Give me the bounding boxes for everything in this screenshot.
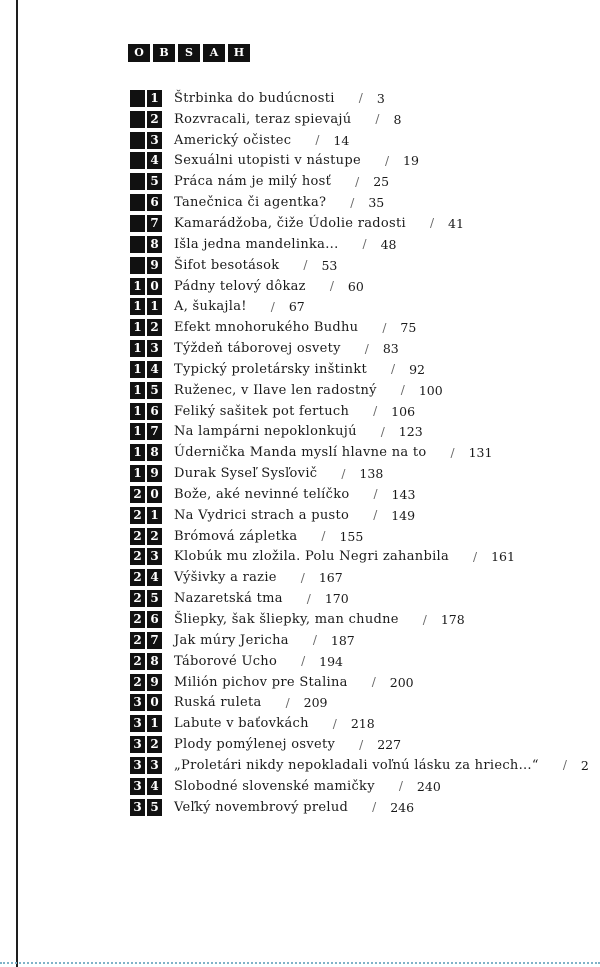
separator: / bbox=[270, 299, 275, 314]
toc-entry bbox=[116, 588, 600, 609]
chapter-number bbox=[116, 590, 162, 607]
separator: / bbox=[358, 91, 363, 106]
chapter-title: Práca nám je milý hosť bbox=[174, 174, 332, 190]
page-number: 106 bbox=[391, 403, 416, 419]
toc-entry bbox=[116, 463, 600, 484]
separator: / bbox=[373, 508, 378, 523]
chapter-number-digit: 1 bbox=[147, 715, 162, 732]
chapter-number bbox=[116, 674, 162, 691]
page-number: 83 bbox=[382, 341, 399, 357]
separator: / bbox=[400, 383, 405, 398]
page-number: 167 bbox=[318, 570, 343, 586]
chapter-number-digit: 2 bbox=[130, 569, 145, 586]
chapter-number-digit: 8 bbox=[147, 444, 162, 461]
page-title bbox=[128, 44, 250, 62]
chapter-number bbox=[116, 340, 162, 357]
separator: / bbox=[422, 612, 427, 627]
separator: / bbox=[380, 424, 385, 439]
chapter-number-digit bbox=[130, 194, 145, 211]
chapter-title: Slobodné slovenské mamičky bbox=[174, 778, 375, 794]
chapter-number-digit: 1 bbox=[130, 403, 145, 420]
page-number: 60 bbox=[347, 278, 364, 294]
page-number: 41 bbox=[448, 215, 464, 231]
separator: / bbox=[382, 320, 387, 335]
chapter-number bbox=[116, 507, 162, 524]
chapter-number-digit: 1 bbox=[147, 507, 162, 524]
separator: / bbox=[359, 737, 364, 752]
chapter-number bbox=[116, 653, 162, 670]
chapter-title: Šifot besotások bbox=[174, 257, 280, 273]
chapter-number-digit: 7 bbox=[147, 215, 162, 232]
page-number: 218 bbox=[350, 716, 375, 732]
chapter-title: Efekt mnohorukého Budhu bbox=[174, 320, 359, 336]
chapter-title: Plody pomýlenej osvety bbox=[174, 737, 336, 753]
chapter-number-digit: 3 bbox=[130, 694, 145, 711]
chapter-number-digit bbox=[130, 152, 145, 169]
chapter-number bbox=[116, 319, 162, 336]
chapter-number-digit: 6 bbox=[147, 403, 162, 420]
page-number: 8 bbox=[393, 111, 402, 127]
toc-entry bbox=[116, 609, 600, 630]
chapter-number-digit: 0 bbox=[147, 278, 162, 295]
separator: / bbox=[300, 570, 305, 585]
toc-entry bbox=[116, 401, 600, 422]
chapter-number-digit: 8 bbox=[147, 653, 162, 670]
chapter-number-digit: 1 bbox=[130, 444, 145, 461]
toc-entry bbox=[116, 171, 600, 192]
separator: / bbox=[384, 153, 389, 168]
page-number: 200 bbox=[389, 674, 414, 690]
page-number: 35 bbox=[368, 195, 385, 211]
chapter-number-digit: 0 bbox=[147, 694, 162, 711]
chapter-number-digit: 5 bbox=[147, 590, 162, 607]
chapter-number-digit: 2 bbox=[130, 486, 145, 503]
chapter-title: Na Vydrici strach a pusto bbox=[174, 507, 350, 523]
title-letter: H bbox=[228, 44, 250, 62]
chapter-number bbox=[116, 715, 162, 732]
page-number: 194 bbox=[319, 653, 344, 669]
toc-entry bbox=[116, 109, 600, 130]
chapter-number-digit: 9 bbox=[147, 674, 162, 691]
chapter-number-digit: 4 bbox=[147, 569, 162, 586]
chapter-number bbox=[116, 694, 162, 711]
chapter-number bbox=[116, 236, 162, 253]
chapter-title: Labute v baťovkách bbox=[174, 716, 309, 732]
chapter-title: Na lampárni nepoklonkujú bbox=[174, 424, 357, 440]
page-number: 246 bbox=[390, 799, 415, 815]
chapter-number-digit: 1 bbox=[130, 319, 145, 336]
chapter-number-digit: 3 bbox=[147, 132, 162, 149]
chapter-number bbox=[116, 757, 162, 774]
chapter-number-digit bbox=[130, 236, 145, 253]
page-number: 131 bbox=[468, 445, 493, 461]
chapter-title: Jak múry Jericha bbox=[174, 632, 289, 648]
chapter-number-digit: 2 bbox=[130, 674, 145, 691]
chapter-number-digit: 1 bbox=[130, 382, 145, 399]
separator: / bbox=[312, 633, 317, 648]
toc-entry bbox=[116, 192, 600, 213]
chapter-number bbox=[116, 444, 162, 461]
chapter-number-digit: 1 bbox=[130, 298, 145, 315]
chapter-number bbox=[116, 90, 162, 107]
chapter-number-digit: 5 bbox=[147, 382, 162, 399]
chapter-title: Milión pichov pre Stalina bbox=[174, 674, 348, 690]
chapter-number bbox=[116, 361, 162, 378]
chapter-title: Táborové Ucho bbox=[174, 653, 278, 669]
chapter-number bbox=[116, 215, 162, 232]
toc-entry bbox=[116, 713, 600, 734]
separator: / bbox=[373, 487, 378, 502]
chapter-number bbox=[116, 486, 162, 503]
chapter-title: Výšivky a razie bbox=[174, 570, 277, 586]
toc-entry bbox=[116, 567, 600, 588]
separator: / bbox=[372, 800, 377, 815]
chapter-number-digit: 3 bbox=[130, 736, 145, 753]
page-number: 100 bbox=[418, 382, 443, 398]
separator: / bbox=[315, 133, 320, 148]
page-bottom-border bbox=[0, 962, 600, 964]
toc-entry bbox=[116, 734, 600, 755]
chapter-number bbox=[116, 569, 162, 586]
chapter-number-digit: 4 bbox=[147, 778, 162, 795]
page-number: 155 bbox=[339, 528, 364, 544]
chapter-number-digit: 1 bbox=[130, 465, 145, 482]
chapter-number-digit: 6 bbox=[147, 611, 162, 628]
chapter-number-digit: 2 bbox=[147, 319, 162, 336]
toc-entry bbox=[116, 484, 600, 505]
separator: / bbox=[301, 654, 306, 669]
page-edge-rule bbox=[16, 0, 18, 967]
separator: / bbox=[332, 716, 337, 731]
separator: / bbox=[398, 779, 403, 794]
chapter-number bbox=[116, 465, 162, 482]
chapter-title: Veľký novembrový prelud bbox=[174, 799, 349, 815]
chapter-number-digit: 4 bbox=[147, 361, 162, 378]
separator: / bbox=[350, 195, 355, 210]
chapter-number bbox=[116, 278, 162, 295]
page-number: 240 bbox=[416, 778, 441, 794]
chapter-title: Nazaretská tma bbox=[174, 591, 283, 607]
chapter-number-digit bbox=[130, 111, 145, 128]
chapter-number-digit: 1 bbox=[130, 278, 145, 295]
chapter-title: Týždeň táborovej osvety bbox=[174, 341, 341, 357]
chapter-title: „Proletári nikdy nepokladali voľnú lásku za hriech...“ bbox=[174, 757, 539, 773]
chapter-title: Americký očistec bbox=[174, 132, 292, 148]
page-number: 170 bbox=[324, 591, 349, 607]
chapter-title: Bože, aké nevinné telíčko bbox=[174, 486, 350, 502]
chapter-number-digit: 1 bbox=[130, 340, 145, 357]
title-letter: B bbox=[153, 44, 175, 62]
separator: / bbox=[391, 362, 396, 377]
toc-entry bbox=[116, 151, 600, 172]
chapter-title: Feliký sašitek pot fertuch bbox=[174, 403, 350, 419]
chapter-number-digit bbox=[130, 90, 145, 107]
chapter-number-digit: 7 bbox=[147, 423, 162, 440]
separator: / bbox=[375, 112, 380, 127]
chapter-number bbox=[116, 382, 162, 399]
chapter-number-digit: 2 bbox=[130, 653, 145, 670]
chapter-number bbox=[116, 799, 162, 816]
chapter-title: Tanečnica či agentka? bbox=[174, 195, 327, 211]
chapter-number-digit: 3 bbox=[130, 757, 145, 774]
toc-entry bbox=[116, 672, 600, 693]
chapter-number-digit: 7 bbox=[147, 632, 162, 649]
chapter-title: Klobúk mu zložila. Polu Negri zahanbila bbox=[174, 549, 450, 565]
toc-entry bbox=[116, 296, 600, 317]
toc-entry bbox=[116, 234, 600, 255]
separator: / bbox=[364, 341, 369, 356]
separator: / bbox=[429, 216, 435, 231]
chapter-number-digit: 2 bbox=[130, 507, 145, 524]
page-number: 178 bbox=[440, 612, 465, 628]
chapter-number-digit: 2 bbox=[130, 528, 145, 545]
toc-entry bbox=[116, 755, 600, 776]
page-number: 25 bbox=[373, 174, 390, 190]
toc-entry bbox=[116, 651, 600, 672]
separator: / bbox=[306, 591, 311, 606]
page-number: 187 bbox=[330, 632, 355, 648]
chapter-number-digit: 3 bbox=[147, 548, 162, 565]
page-number: 209 bbox=[303, 695, 328, 711]
chapter-number-digit: 1 bbox=[147, 90, 162, 107]
separator: / bbox=[355, 174, 360, 189]
toc-entry bbox=[116, 276, 600, 297]
toc-entry bbox=[116, 255, 600, 276]
toc-entry bbox=[116, 213, 600, 234]
title-letter: A bbox=[203, 44, 225, 62]
chapter-number bbox=[116, 111, 162, 128]
separator: / bbox=[373, 404, 378, 419]
page-number: 75 bbox=[400, 320, 417, 336]
separator: / bbox=[321, 529, 326, 544]
chapter-title: Ruská ruleta bbox=[174, 695, 262, 711]
toc-entry bbox=[116, 547, 600, 568]
separator: / bbox=[450, 445, 455, 460]
toc-entry bbox=[116, 442, 600, 463]
toc-entry bbox=[116, 359, 600, 380]
toc-entry bbox=[116, 630, 600, 651]
page-number: 48 bbox=[380, 236, 397, 252]
chapter-title: A, šukajla! bbox=[174, 299, 247, 315]
chapter-number-digit: 0 bbox=[147, 486, 162, 503]
page-number: 14 bbox=[333, 132, 350, 148]
chapter-number-digit: 2 bbox=[147, 111, 162, 128]
separator: / bbox=[362, 237, 367, 252]
chapter-title: Sexuálni utopisti v nástupe bbox=[174, 153, 361, 169]
chapter-title: Rozvracali, teraz spievajú bbox=[174, 111, 352, 127]
chapter-number-digit: 9 bbox=[147, 465, 162, 482]
separator: / bbox=[303, 258, 308, 273]
page-number: 3 bbox=[376, 90, 385, 106]
chapter-number-digit: 1 bbox=[130, 361, 145, 378]
page-number: 149 bbox=[391, 507, 416, 523]
chapter-title: Durak Syseľ Sysľovič bbox=[174, 466, 318, 482]
chapter-number bbox=[116, 194, 162, 211]
chapter-number-digit: 2 bbox=[147, 528, 162, 545]
table-of-contents bbox=[116, 88, 600, 818]
chapter-title: Štrbinka do budúcnosti bbox=[174, 90, 335, 106]
chapter-number-digit: 4 bbox=[147, 152, 162, 169]
chapter-number-digit: 5 bbox=[147, 173, 162, 190]
toc-entry bbox=[116, 380, 600, 401]
chapter-number-digit: 2 bbox=[130, 548, 145, 565]
chapter-number bbox=[116, 152, 162, 169]
chapter-title: Pádny telový dôkaz bbox=[174, 278, 306, 294]
separator: / bbox=[285, 695, 290, 710]
separator: / bbox=[371, 675, 376, 690]
page-number: 161 bbox=[491, 549, 515, 565]
chapter-number bbox=[116, 632, 162, 649]
title-letter: O bbox=[128, 44, 150, 62]
separator: / bbox=[329, 279, 334, 294]
page-number: 67 bbox=[288, 299, 305, 315]
chapter-number-digit: 6 bbox=[147, 194, 162, 211]
chapter-number-digit: 2 bbox=[130, 590, 145, 607]
toc-entry bbox=[116, 797, 600, 818]
separator: / bbox=[473, 549, 478, 564]
chapter-title: Typický proletársky inštinkt bbox=[174, 361, 368, 377]
chapter-number bbox=[116, 736, 162, 753]
chapter-number-digit: 3 bbox=[130, 778, 145, 795]
chapter-number bbox=[116, 298, 162, 315]
chapter-number bbox=[116, 611, 162, 628]
chapter-number-digit: 1 bbox=[147, 298, 162, 315]
page-number: 227 bbox=[377, 737, 402, 753]
title-letter: S bbox=[178, 44, 200, 62]
chapter-number bbox=[116, 778, 162, 795]
chapter-number bbox=[116, 132, 162, 149]
chapter-number-digit bbox=[130, 215, 145, 232]
chapter-number-digit: 3 bbox=[147, 757, 162, 774]
toc-entry bbox=[116, 505, 600, 526]
page-number: 138 bbox=[359, 466, 384, 482]
chapter-number bbox=[116, 423, 162, 440]
chapter-title: Ruženec, v Ilave len radostný bbox=[174, 382, 377, 398]
chapter-number-digit bbox=[130, 132, 145, 149]
chapter-number-digit: 2 bbox=[147, 736, 162, 753]
chapter-number-digit: 2 bbox=[130, 632, 145, 649]
chapter-number-digit: 3 bbox=[147, 340, 162, 357]
chapter-number-digit: 3 bbox=[130, 799, 145, 816]
toc-entry bbox=[116, 88, 600, 109]
chapter-title: Údernička Manda myslí hlavne na to bbox=[174, 445, 427, 461]
toc-entry bbox=[116, 692, 600, 713]
chapter-title: Šliepky, šak šliepky, man chudne bbox=[174, 612, 399, 628]
chapter-number-digit: 3 bbox=[130, 715, 145, 732]
page-number: 123 bbox=[398, 424, 423, 440]
page-number: 2 bbox=[580, 757, 589, 773]
page-number: 92 bbox=[409, 361, 425, 377]
toc-entry bbox=[116, 130, 600, 151]
toc-entry bbox=[116, 317, 600, 338]
chapter-number bbox=[116, 173, 162, 190]
toc-entry bbox=[116, 526, 600, 547]
chapter-number-digit: 8 bbox=[147, 236, 162, 253]
page-number: 53 bbox=[321, 257, 338, 273]
chapter-number bbox=[116, 403, 162, 420]
chapter-number bbox=[116, 257, 162, 274]
page-number: 19 bbox=[403, 153, 419, 169]
toc-entry bbox=[116, 776, 600, 797]
chapter-title: Išla jedna mandelinka... bbox=[174, 236, 339, 252]
page-number: 143 bbox=[391, 486, 416, 502]
chapter-number-digit: 5 bbox=[147, 799, 162, 816]
chapter-number-digit: 2 bbox=[130, 611, 145, 628]
chapter-number-digit bbox=[130, 173, 145, 190]
chapter-number-digit: 1 bbox=[130, 423, 145, 440]
chapter-title: Brómová zápletka bbox=[174, 528, 298, 544]
toc-entry bbox=[116, 422, 600, 443]
chapter-number bbox=[116, 548, 162, 565]
chapter-number bbox=[116, 528, 162, 545]
chapter-title: Kamarádžoba, čiže Údolie radosti bbox=[174, 215, 406, 231]
separator: / bbox=[562, 758, 567, 773]
chapter-number-digit: 9 bbox=[147, 257, 162, 274]
toc-entry bbox=[116, 338, 600, 359]
chapter-number-digit bbox=[130, 257, 145, 274]
separator: / bbox=[341, 466, 346, 481]
